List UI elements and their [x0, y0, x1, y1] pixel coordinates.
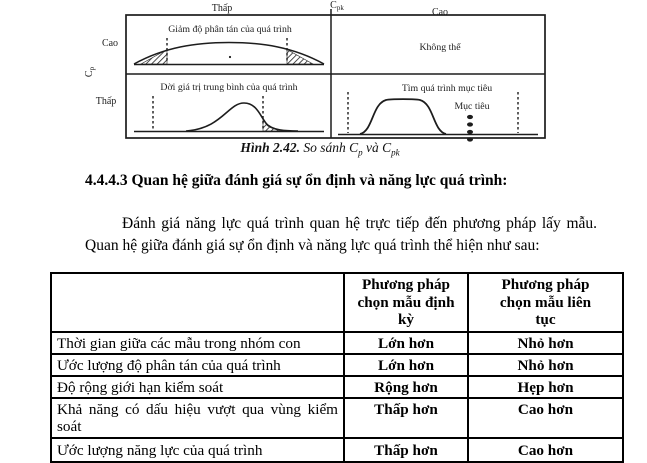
paragraph-line: Đánh giá năng lực quá trình quan hệ trực tiếp đến phương pháp lấy mẫu. [122, 215, 597, 232]
periodic-value: Lớn hơn [344, 332, 468, 354]
header-line: Phương pháp [361, 276, 451, 294]
axis-label-cpk: $C_{pk}$ [330, 0, 344, 12]
header-empty-cell [51, 273, 344, 332]
paragraph-line: Quan hệ giữa đánh giá sự ổn định và năng lực quá trình thể hiện như sau: [85, 236, 540, 254]
table-header-row [51, 273, 623, 332]
axis-label-cpk-low: Thấp [211, 3, 233, 14]
header-line: tục [535, 311, 556, 329]
continuous-value: Cao hơn [468, 438, 623, 462]
center-dot [229, 56, 231, 58]
header-line: kỳ [397, 311, 415, 329]
header-periodic-sampling [344, 273, 468, 332]
row-label: Độ rộng giới hạn kiểm soát [51, 376, 344, 398]
shifted-bell-curve [186, 103, 298, 131]
continuous-value: Cao hơn [468, 398, 623, 438]
periodic-value: Thấp hơn [344, 438, 468, 462]
header-line: chọn mẫu định [357, 293, 455, 311]
continuous-value: Nhỏ hơn [468, 354, 623, 376]
axis-label-cp-low: Thấp [95, 96, 117, 107]
periodic-value: Lớn hơn [344, 354, 468, 376]
target-bell-curve [360, 99, 446, 134]
target-label: Mục tiêu [454, 101, 490, 112]
target-dot [467, 122, 473, 126]
periodic-value: Thấp hơn [344, 398, 468, 438]
sampling-method-comparison-table [50, 272, 624, 463]
target-dot [467, 130, 473, 134]
hatched-tail-left [141, 50, 167, 65]
row-label: Ước lượng độ phân tán của quá trình [51, 354, 344, 376]
axis-label-cp-high: Cao [101, 38, 119, 49]
axis-label-cp: $C_p$ [84, 66, 96, 78]
cell-bottom-right-title: Tìm quá trình mục tiêu [401, 83, 493, 94]
row-label: Khả năng có dấu hiệu vượt qua vùng kiểm soát [51, 398, 344, 438]
header-line: Phương pháp [501, 276, 590, 294]
table-row [51, 376, 623, 398]
continuous-value: Nhỏ hơn [468, 332, 623, 354]
figure-cp-cpk-matrix [0, 0, 647, 162]
section-heading: 4.4.4.3 Quan hệ giữa đánh giá sự ổn định và năng lực quá trình: [85, 172, 508, 189]
periodic-value: Rộng hơn [344, 376, 468, 398]
row-label: Thời gian giữa các mẫu trong nhóm con [51, 332, 344, 354]
cell-top-left-title: Giảm độ phân tán của quá trình [168, 24, 292, 35]
body-paragraph [85, 213, 597, 256]
continuous-value: Hẹp hơn [468, 376, 623, 398]
axis-label-cpk-high: Cao [431, 7, 449, 18]
cell-bottom-left-title: Dời giá trị trung bình của quá trình [160, 82, 298, 93]
table-row [51, 398, 623, 438]
header-continuous-sampling [468, 273, 623, 332]
row-label: Ước lượng năng lực của quá trình [51, 438, 344, 462]
table-row [51, 332, 623, 354]
cell-top-right-label: Không thể [419, 42, 461, 53]
table-row [51, 438, 623, 462]
header-line: chọn mẫu liên [499, 293, 592, 311]
figure-caption: Hình 2.42. So sánh $C_p$ và $C_{pk}$ [240, 140, 400, 158]
target-dot [467, 115, 473, 119]
table-row [51, 354, 623, 376]
